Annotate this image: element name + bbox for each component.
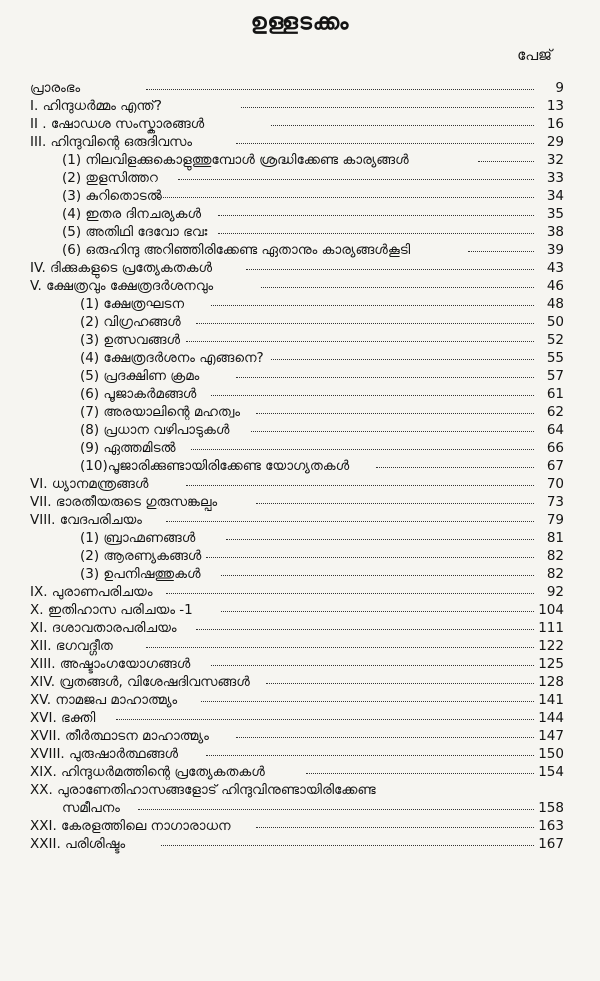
toc-entry (0, 438, 600, 458)
toc-entry-title: XV. നാമജപ മാഹാത്മ്യം (30, 692, 178, 708)
dot-leader (256, 503, 534, 504)
dot-leader (166, 593, 534, 594)
toc-entry-page-number: 122 (538, 638, 564, 654)
toc-entry (0, 600, 600, 620)
toc-entry-title: IX. പുരാണപരിചയം (30, 584, 153, 600)
toc-entry (0, 312, 600, 332)
toc-entry (0, 78, 600, 98)
toc-entry-title: XII. ഭഗവദ്ഗീത (30, 638, 113, 654)
toc-entry (0, 384, 600, 404)
toc-entry-title: (3) കുറിതൊടൽ (62, 188, 162, 204)
toc-entry-title: (5) പ്രദക്ഷിണ ക്രമം (80, 368, 200, 384)
dot-leader (261, 287, 534, 288)
dot-leader (306, 773, 534, 774)
toc-entry (0, 708, 600, 728)
toc-entry-title: XIII. അഷ്ടാംഗയോഗങ്ങൾ (30, 656, 191, 672)
dot-leader (256, 827, 534, 828)
dot-leader (256, 413, 534, 414)
toc-entry-title: XXI. കേരളത്തിലെ നാഗാരാധന (30, 818, 231, 834)
toc-entry-page-number: 9 (555, 80, 564, 96)
toc-entry-page-number: 55 (546, 350, 564, 366)
toc-entry-page-number: 64 (546, 422, 564, 438)
toc-entry (0, 564, 600, 584)
toc-entry (0, 672, 600, 692)
toc-entry-page-number: 61 (546, 386, 564, 402)
toc-entry (0, 654, 600, 674)
toc-entry (0, 546, 600, 566)
dot-leader (138, 809, 534, 810)
toc-entry-title: (2) ആരണ്യകങ്ങൾ (80, 548, 202, 564)
toc-entry-title: XI. ദശാവതാരപരിചയം (30, 620, 177, 636)
dot-leader (241, 107, 534, 108)
toc-entry-title: XVIII. പുരുഷാർത്ഥങ്ങൾ (30, 746, 179, 762)
toc-entry-page-number: 52 (546, 332, 564, 348)
toc-entry-title: VI. ധ്യാനമന്ത്രങ്ങൾ (30, 476, 149, 492)
toc-entry-title: I. ഹിന്ദുധർമ്മം എന്ത്? (30, 98, 162, 114)
toc-entry-page-number: 13 (546, 98, 564, 114)
toc-entry-page-number: 33 (546, 170, 564, 186)
toc-entry (0, 618, 600, 638)
toc-entry (0, 420, 600, 440)
toc-entry-page-number: 43 (546, 260, 564, 276)
toc-entry-title: (1) ക്ഷേത്രഘടന (80, 296, 184, 312)
toc-entry-page-number: 35 (546, 206, 564, 222)
toc-entry-title: (1) ബ്രാഹ്മണങ്ങൾ (80, 530, 196, 546)
toc-entry-title: II . ഷോഡശ സംസ്കാരങ്ങൾ (30, 116, 205, 132)
dot-leader (146, 89, 534, 90)
dot-leader (116, 719, 534, 720)
toc-entry (0, 168, 600, 188)
toc-entry-page-number: 70 (546, 476, 564, 492)
toc-entry-page-number: 66 (546, 440, 564, 456)
toc-entry-page-number: 82 (546, 566, 564, 582)
toc-entry-page-number: 79 (546, 512, 564, 528)
toc-entry-page-number: 38 (546, 224, 564, 240)
toc-entry-title: X. ഇതിഹാസ പരിചയം -1 (30, 602, 193, 618)
toc-entry (0, 780, 600, 800)
toc-entry (0, 726, 600, 746)
toc-entry (0, 816, 600, 836)
toc-entry-title: XVII. തീർത്ഥാടന മാഹാത്മ്യം (30, 728, 209, 744)
dot-leader (226, 539, 534, 540)
dot-leader (211, 305, 534, 306)
toc-entry (0, 294, 600, 314)
toc-entry (0, 690, 600, 710)
dot-leader (206, 755, 534, 756)
toc-entry-title: (8) പ്രധാന വഴിപാടുകൾ (80, 422, 230, 438)
toc-entry-page-number: 16 (546, 116, 564, 132)
dot-leader (158, 197, 534, 198)
dot-leader (146, 647, 534, 648)
dot-leader (186, 485, 534, 486)
dot-leader (246, 269, 534, 270)
toc-entry (0, 150, 600, 170)
dot-leader (221, 575, 534, 576)
toc-entry-title: (9) ഏത്തമിടൽ (80, 440, 176, 456)
dot-leader (206, 557, 534, 558)
dot-leader (178, 179, 534, 180)
toc-entry-title: XXII. പരിശിഷ്ടം (30, 836, 126, 852)
toc-entry (0, 240, 600, 260)
toc-entry-title: സമീപനം (62, 800, 120, 816)
page-column-header: പേജ് (517, 46, 552, 64)
toc-entry-page-number: 158 (538, 800, 564, 816)
dot-leader (196, 629, 534, 630)
dot-leader (218, 233, 534, 234)
toc-entry-title: XVI. ഭക്തി (30, 710, 96, 726)
toc-entry-title: (4) ക്ഷേത്രദർശനം എങ്ങനെ? (80, 350, 264, 366)
toc-entry-title: (2) വിഗ്രഹങ്ങൾ (80, 314, 181, 330)
dot-leader (478, 161, 534, 162)
toc-entry (0, 330, 600, 350)
toc-entry-page-number: 150 (538, 746, 564, 762)
toc-entry (0, 636, 600, 656)
page-title: ഉള്ളടക്കം (250, 10, 350, 35)
toc-entry-title: (4) ഇതര ദിനചര്യകൾ (62, 206, 202, 222)
toc-entry (0, 186, 600, 206)
toc-entry (0, 582, 600, 602)
toc-entry (0, 114, 600, 134)
toc-entry (0, 762, 600, 782)
toc-entry (0, 276, 600, 296)
toc-entry (0, 474, 600, 494)
toc-entry-title: VIII. വേദപരിചയം (30, 512, 142, 528)
dot-leader (196, 323, 534, 324)
toc-entry-title: (5) അതിഥി ദേവോ ഭവഃ (62, 224, 208, 240)
toc-entry (0, 402, 600, 422)
toc-entry-page-number: 92 (546, 584, 564, 600)
dot-leader (211, 395, 534, 396)
toc-entry-page-number: 62 (546, 404, 564, 420)
dot-leader (186, 341, 534, 342)
toc-entry-page-number: 29 (546, 134, 564, 150)
toc-entry-page-number: 141 (538, 692, 564, 708)
toc-entry-page-number: 82 (546, 548, 564, 564)
toc-entry-page-number: 32 (546, 152, 564, 168)
toc-entry (0, 222, 600, 242)
toc-entry-page-number: 67 (546, 458, 564, 474)
toc-entry-title: (3) ഉപനിഷത്തുകൾ (80, 566, 201, 582)
toc-entry-page-number: 104 (538, 602, 564, 618)
toc-entry-title: (6) ഒരുഹിന്ദു അറിഞ്ഞിരിക്കേണ്ട ഏതാനും കാര്യങ്ങൾകൂടി (62, 242, 411, 258)
toc-entry-page-number: 48 (546, 296, 564, 312)
dot-leader (221, 611, 534, 612)
toc-entry-title: (10)പൂജാരിക്കുണ്ടായിരിക്കേണ്ട യോഗ്യതകൾ (80, 458, 350, 474)
dot-leader (236, 377, 534, 378)
toc-entry-page-number: 39 (546, 242, 564, 258)
toc-entry (0, 528, 600, 548)
toc-entry-page-number: 147 (538, 728, 564, 744)
toc-entry (0, 204, 600, 224)
toc-entry-title: (2) തുളസിത്തറ (62, 170, 158, 186)
toc-entry (0, 132, 600, 152)
toc-entry-page-number: 125 (538, 656, 564, 672)
toc-entry-page-number: 144 (538, 710, 564, 726)
toc-entry-page-number: 163 (538, 818, 564, 834)
toc-entry-title: (1) നിലവിളക്കുകൊളുത്തുമ്പോൾ ശ്രദ്ധിക്കേണ്ട കാര്യങ്ങൾ (62, 152, 409, 168)
toc-entry-page-number: 34 (546, 188, 564, 204)
toc-entry-page-number: 46 (546, 278, 564, 294)
dot-leader (376, 467, 534, 468)
toc-entry-page-number: 81 (546, 530, 564, 546)
toc-entry (0, 798, 600, 818)
toc-entry-title: (3) ഉത്സവങ്ങൾ (80, 332, 181, 348)
dot-leader (211, 665, 534, 666)
toc-entry (0, 96, 600, 116)
toc-entry-title: XIX. ഹിന്ദുധർമത്തിന്റെ പ്രത്യേകതകൾ (30, 764, 265, 780)
dot-leader (236, 143, 534, 144)
toc-entry-page-number: 73 (546, 494, 564, 510)
dot-leader (236, 737, 534, 738)
toc-entry-title: XX. പുരാണേതിഹാസങ്ങളോട് ഹിന്ദുവിനുണ്ടായിരിക്കേണ്ട (30, 782, 376, 798)
dot-leader (191, 449, 534, 450)
dot-leader (271, 359, 534, 360)
toc-entry (0, 348, 600, 368)
toc-entry-page-number: 111 (538, 620, 564, 636)
toc-entry-page-number: 128 (538, 674, 564, 690)
dot-leader (218, 215, 534, 216)
toc-entry-title: V. ക്ഷേത്രവും ക്ഷേത്രദർശനവും (30, 278, 214, 294)
toc-entry-page-number: 50 (546, 314, 564, 330)
dot-leader (266, 683, 534, 684)
dot-leader (161, 845, 534, 846)
toc-entry (0, 510, 600, 530)
toc-entry (0, 366, 600, 386)
toc-entry-page-number: 154 (538, 764, 564, 780)
toc-entry-title: III. ഹിന്ദുവിന്റെ ഒരുദിവസം (30, 134, 193, 150)
toc-entry (0, 492, 600, 512)
toc-entry (0, 744, 600, 764)
toc-entry-title: VII. ഭാരതീയരുടെ ഗുരുസങ്കല്പം (30, 494, 218, 510)
toc-entry-page-number: 57 (546, 368, 564, 384)
toc-entry-title: പ്രാരംഭം (30, 80, 81, 96)
toc-entry (0, 834, 600, 854)
toc-entry-title: XIV. വ്രതങ്ങൾ, വിശേഷദിവസങ്ങൾ (30, 674, 250, 690)
toc-entry-title: (7) അരയാലിന്റെ മഹത്വം (80, 404, 240, 420)
toc-entry (0, 258, 600, 278)
dot-leader (271, 125, 534, 126)
dot-leader (201, 701, 534, 702)
dot-leader (251, 431, 534, 432)
toc-entry-title: (6) പൂജാകർമങ്ങൾ (80, 386, 197, 402)
toc-entry-title: IV. ദിക്കുകളുടെ പ്രത്യേകതകൾ (30, 260, 213, 276)
dot-leader (468, 251, 534, 252)
toc-entry-page-number: 167 (538, 836, 564, 852)
dot-leader (166, 521, 534, 522)
toc-entry (0, 456, 600, 476)
